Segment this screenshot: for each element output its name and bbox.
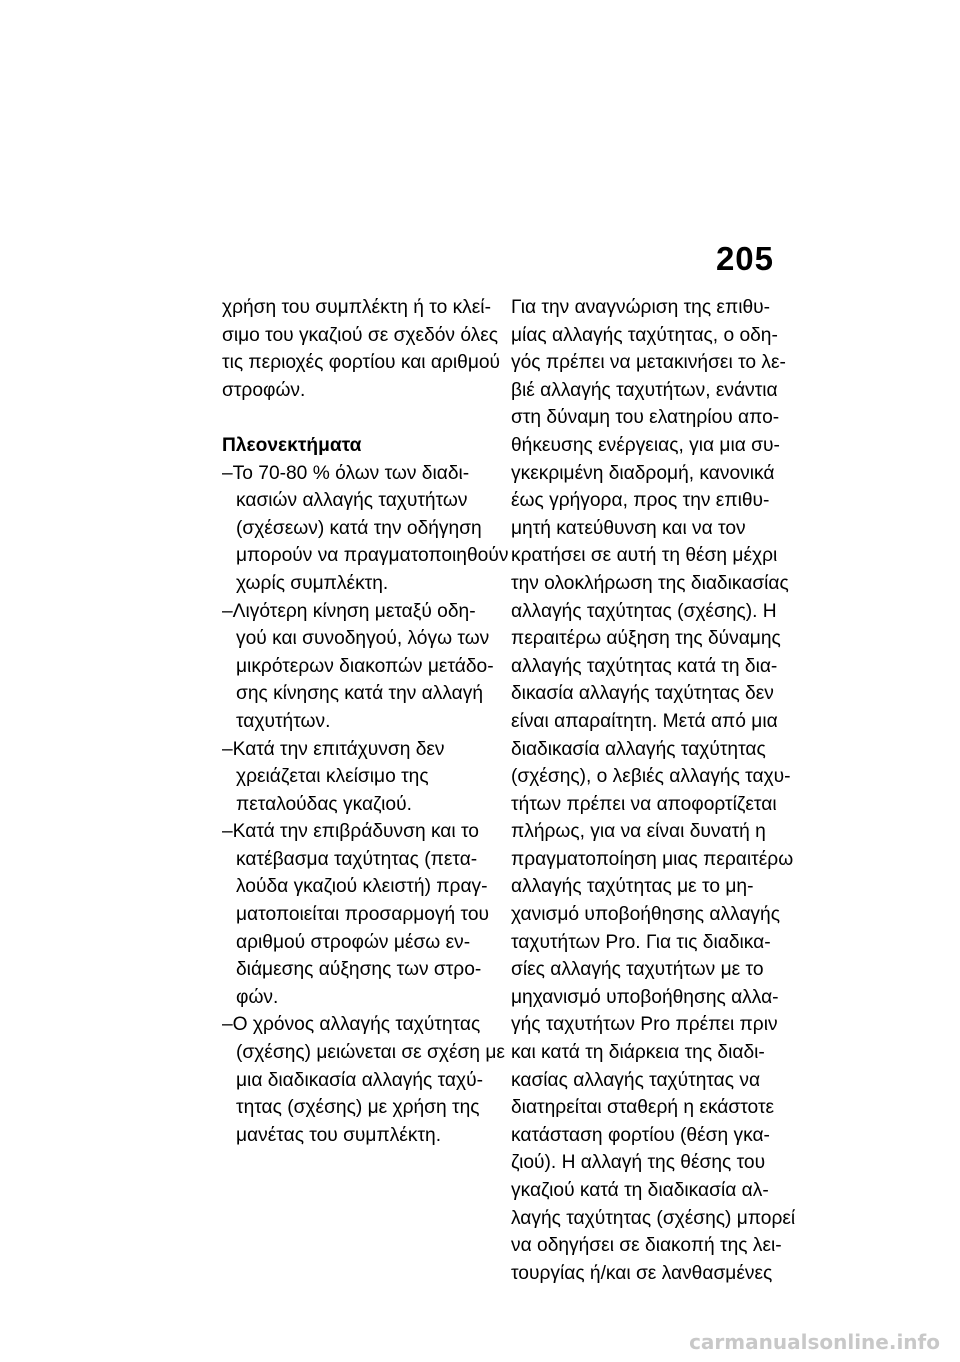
list-item [222,598,494,736]
body-paragraph [511,294,796,1287]
text-line: χρήση του συμπλέκτη ή το κλεί- [222,297,491,318]
list-item [222,736,494,819]
text-line: στη δύναμη του ελατηρίου απο- [511,407,780,429]
text-line: μητή κατεύθυνση και να τον [511,517,746,539]
text-line: χανισμό υποβοήθησης αλλαγής [511,904,780,926]
text-line: –Το 70-80 % όλων των διαδι- [222,462,470,484]
text-line: γκεκριμένη διαδρομή, κανονικά [511,462,775,484]
text-line: μηχανισμό υποβοήθησης αλλα- [511,986,779,1008]
text-line: αλλαγής ταχύτητας κατά τη δια- [511,655,778,677]
text-line: είναι απαραίτητη. Μετά από μια [511,710,778,732]
text-line: –Ο χρόνος αλλαγής ταχύτητας [222,1014,481,1036]
text-line: αριθμού στροφών μέσω εν- [236,931,471,953]
text-line: (σχέσεων) κατά την οδήγηση [236,517,482,539]
text-line: έως γρήγορα, προς την επιθυ- [511,490,770,512]
text-line: ματοποιείται προσαρμογή του [236,904,490,926]
text-line: γής ταχυτήτων Pro πρέπει πριν [511,1014,778,1036]
text-line: τητας (σχέσης) με χρήση της [236,1097,480,1119]
text-line: μίας αλλαγής ταχύτητας, ο οδη- [511,324,778,346]
text-line: πλήρως, για να είναι δυνατή η [511,821,766,843]
text-line: την ολοκλήρωση της διαδικασίας [511,572,789,594]
text-line: διατηρείται σταθερή η εκάστοτε [511,1097,775,1119]
text-line: γκαζιού κατά τη διαδικασία αλ- [511,1180,769,1201]
text-line: θήκευσης ενέργειας, για μια συ- [511,434,780,456]
text-line: Για την αναγνώριση της επιθυ- [511,297,771,318]
text-line: κασιών αλλαγής ταχυτήτων [236,490,468,512]
text-line: αλλαγής ταχύτητας (σχέσης). Η [511,600,777,622]
text-line: κατάσταση φορτίου (θέση γκα- [511,1124,770,1146]
text-line: ταχυτήτων. [236,710,331,732]
text-line: τις περιοχές φορτίου και αριθμού [222,352,501,374]
watermark-footer: carmanualsonline.info [689,1330,940,1354]
text-line: περαιτέρω αύξηση της δύναμης [511,628,781,650]
text-line: κατέβασμα ταχύτητας (πετα- [236,848,478,870]
text-line: γού και συνοδηγού, λόγω των [236,628,490,650]
page-number: 205 [715,240,774,277]
text-line: χωρίς συμπλέκτη. [236,572,389,594]
intro-paragraph [222,294,501,404]
text-line: πραγματοποίηση μιας περαιτέρω [511,848,794,870]
text-line: κασίας αλλαγής ταχύτητας να [511,1069,761,1091]
text-line: –Λιγότερη κίνηση μεταξύ οδη- [222,600,476,622]
text-line: μανέτας του συμπλέκτη. [236,1124,442,1146]
text-line: πεταλούδας γκαζιού. [236,793,412,815]
text-line: αλλαγής ταχύτητας με το μη- [511,876,754,898]
text-line: λούδα γκαζιού κλειστή) πραγ- [236,876,488,898]
text-line: τήτων πρέπει να αποφορτίζεται [511,793,777,815]
text-line: τουργίας ή/και σε λανθασμένες [511,1262,773,1284]
text-line: μπορούν να πραγματοποιηθούν [236,545,509,567]
text-line: κρατήσει σε αυτή τη θέση μέχρι [511,545,778,567]
section-heading: Πλεονεκτήματα [222,434,362,456]
right-column [511,294,796,1287]
text-line: ζιού). Η αλλαγή της θέσης του [511,1152,766,1174]
text-line: μικρότερων διακοπών μετάδο- [236,655,494,677]
text-line: –Κατά την επιτάχυνση δεν [222,738,445,760]
text-line: (σχέσης), ο λεβιές αλλαγής ταχυ- [511,766,791,788]
text-line: γός πρέπει να μετακινήσει το λε- [511,352,786,374]
text-line: ταχυτήτων Pro. Για τις διαδικα- [511,931,771,953]
text-line: σιμο του γκαζιού σε σχεδόν όλες [222,324,499,346]
text-line: να οδηγήσει σε διακοπή της λει- [511,1235,782,1257]
text-line: διάμεσης αύξησης των στρο- [236,959,482,981]
list-item [222,460,509,598]
left-column [222,294,509,1149]
text-line: σίες αλλαγής ταχυτήτων με το [511,959,764,981]
text-line: λαγής ταχύτητας (σχέσης) μπορεί [511,1207,796,1229]
text-line: σης κίνησης κατά την αλλαγή [236,683,484,705]
text-line: μια διαδικασία αλλαγής ταχύ- [236,1069,483,1091]
text-line: στροφών. [222,379,306,401]
advantages-list [222,460,509,1150]
text-line: βιέ αλλαγής ταχυτήτων, ενάντια [511,379,778,401]
text-line: –Κατά την επιβράδυνση και το [222,821,479,843]
text-line: φών. [236,986,279,1008]
text-line: χρειάζεται κλείσιμο της [236,766,429,788]
text-line: (σχέσης) μειώνεται σε σχέση με [236,1042,505,1064]
text-line: διαδικασία αλλαγής ταχύτητας [511,738,766,760]
text-line: και κατά τη διάρκεια της διαδι- [511,1042,765,1064]
text-line: δικασία αλλαγής ταχύτητας δεν [511,683,774,705]
list-item [222,818,494,1011]
list-item [222,1011,505,1149]
